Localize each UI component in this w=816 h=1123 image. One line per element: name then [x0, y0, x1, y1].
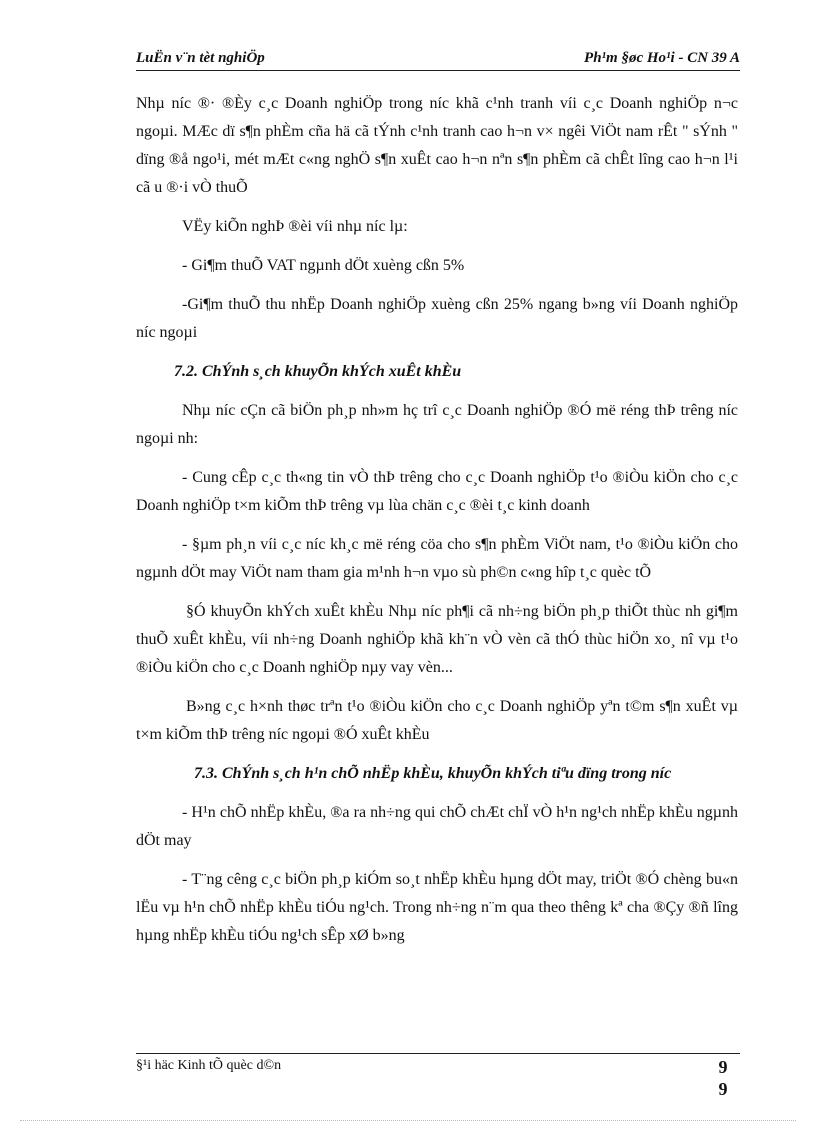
- page-number-line: 9: [718, 1057, 728, 1077]
- list-item: - H¹n chÕ nhËp khÈu, ®a ra nh÷ng qui chÕ chÆt chÏ vÒ h¹n ng¹ch nhËp khÈu ngµnh dÖt may: [136, 804, 738, 849]
- list-item: - T¨ng cêng c¸c biÖn ph¸p kiÓm so¸t nhËp khÈu hµng dÖt may, triÖt ®Ó chèng bu«n lËu vµ h¹n chÕ nhËp khÈu tiÓu ng¹ch. Trong nh÷ng n¨m qua theo thêng kª cha ®Çy ®ñ lîng hµng nhËp khÈu tiÓu ng¹ch sÊp xØ b»ng: [136, 871, 738, 944]
- paragraph: Nhµ níc cÇn cã biÖn ph¸p nh»m hç trî c¸c Doanh nghiÖp ®Ó më réng thÞ trêng níc ngoµi nh:: [136, 402, 738, 447]
- list-item: -Gi¶m thuÕ thu nhËp Doanh nghiÖp xuèng cßn 25% ngang b»ng víi Doanh nghiÖp níc ngoµi: [136, 296, 738, 341]
- list-item: - Cung cÊp c¸c th«ng tin vÒ thÞ trêng cho c¸c Doanh nghiÖp t¹o ®iÒu kiÖn cho c¸c Doanh nghiÖp t×m kiÕm thÞ trêng vµ lùa chän c¸c ®èi t¸c kinh doanh: [136, 469, 738, 514]
- list-item: - Gi¶m thuÕ VAT ngµnh dÖt xuèng cßn 5%: [182, 257, 465, 274]
- document-body: [136, 90, 738, 961]
- list-item: - §µm ph¸n víi c¸c níc kh¸c më réng cöa cho s¶n phÈm ViÖt nam, t¹o ®iÒu kiÖn cho ngµnh dÖt may ViÖt nam tham gia m¹nh h¬n vµo sù ph©n c«ng hîp t¸c quèc tÕ: [136, 536, 738, 581]
- page-number: [716, 1056, 730, 1100]
- paragraph: B»ng c¸c h×nh thøc trªn t¹o ®iÒu kiÖn cho c¸c Doanh nghiÖp yªn t©m s¶n xuÊt vµ t×m kiÕm thÞ trêng níc ngoµi ®Ó xuÊt khÈu: [136, 698, 738, 743]
- section-heading: 7.3. ChÝnh s¸ch h¹n chÕ nhËp khÈu, khuyÕn khÝch tiªu dïng trong níc: [194, 765, 672, 782]
- page-number-line: 9: [718, 1079, 728, 1099]
- page-edge-divider: [20, 1120, 796, 1121]
- paragraph: §Ó khuyÕn khÝch xuÊt khÈu Nhµ níc ph¶i cã nh÷ng biÖn ph¸p thiÕt thùc nh gi¶m thuÕ xuÊt khÈu, víi nh÷ng Doanh nghiÖp khã kh¨n vÒ vèn cã thÓ thùc hiÖn xo¸ nî vµ t¹o ®iÒu kiÖn cho c¸c Doanh nghiÖp nµy vay vèn...: [136, 603, 738, 676]
- section-heading: 7.2. ChÝnh s¸ch khuyÕn khÝch xuÊt khÈu: [174, 363, 462, 380]
- paragraph: Nhµ níc ®· ®Èy c¸c Doanh nghiÖp trong níc khã c¹nh tranh víi c¸c Doanh nghiÖp n¬c ngoµi. MÆc dï s¶n phÈm cña hä cã tÝnh c¹nh tranh cao h¬n v× ngêi ViÖt nam rÊt " sÝnh " dïng ®å ngo¹i, mét mÆt c«ng nghÖ s¶n xuÊt cao h¬n nªn s¶n phÈm cã chÊt lîng cao h¬n l¹i cã u ®·i vÒ thuÕ: [136, 95, 738, 196]
- paragraph: VËy kiÕn nghÞ ®èi víi nhµ níc lµ:: [182, 218, 408, 235]
- footer-rule: [136, 1053, 740, 1054]
- footer-university: §¹i häc Kinh tÕ quèc d©n: [136, 1058, 282, 1073]
- header-author: Ph¹m §øc Ho¹i - CN 39 A: [584, 50, 740, 66]
- header-rule: [136, 70, 740, 71]
- header-thesis-title: LuËn v¨n tèt nghiÖp: [136, 50, 265, 66]
